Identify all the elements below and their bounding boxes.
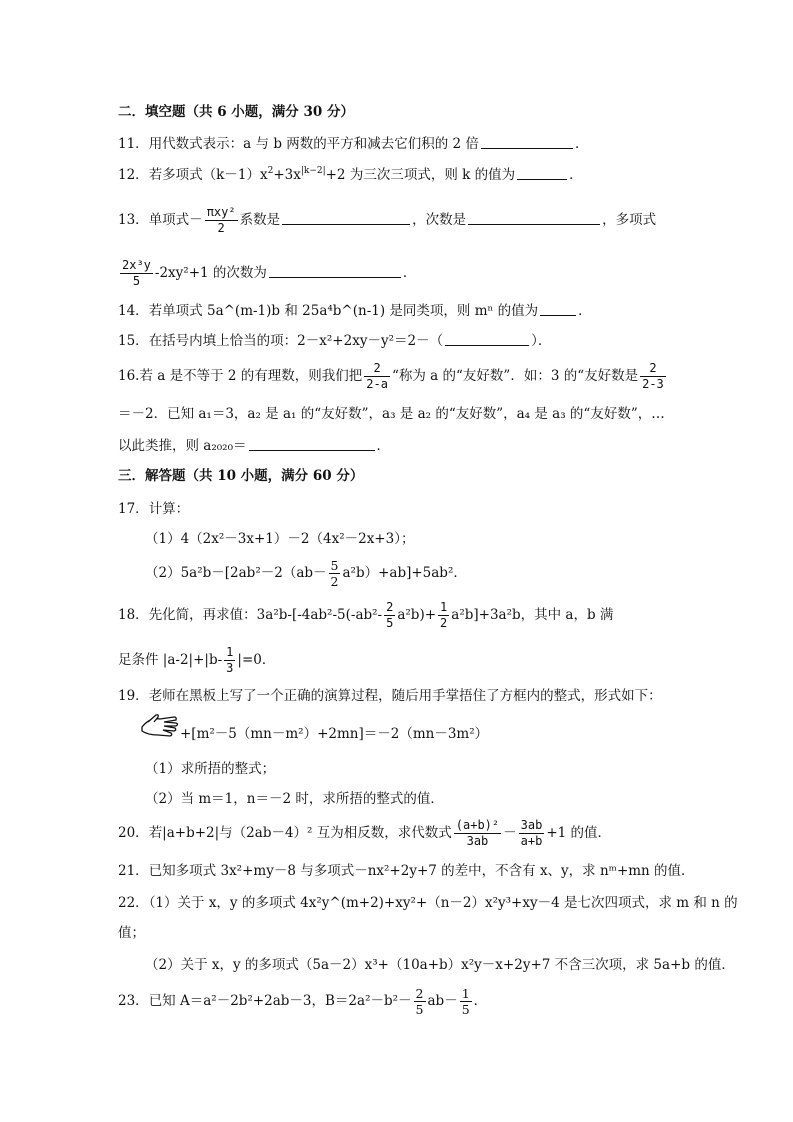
q14-text: 若单项式 5a^(m-1)b 和 25a⁴b^(n-1) 是同类项，则 mⁿ 的值为 bbox=[148, 303, 539, 319]
q19-expr-text: +[m²－5（mn－m²）+2mn]＝－2（mn－3m²） bbox=[180, 726, 489, 742]
section-fill-title: 二．填空题（共 6 小题，满分 30 分） bbox=[118, 104, 354, 120]
question-18-line2 bbox=[118, 642, 275, 678]
q14-answer-blank[interactable] bbox=[540, 303, 576, 316]
q12-answer-blank[interactable] bbox=[517, 167, 567, 180]
q13-poly-degree-blank[interactable] bbox=[269, 265, 401, 278]
q18-line2-post: |=0． bbox=[237, 652, 276, 668]
question-16-line3 bbox=[118, 437, 390, 455]
q23-frac1-den: 5 bbox=[415, 1002, 424, 1017]
q13-end: ． bbox=[402, 265, 417, 281]
question-22 bbox=[118, 894, 738, 912]
q20-frac1-den: 3ab bbox=[466, 834, 489, 848]
question-21 bbox=[118, 862, 695, 880]
q23-fraction-1 bbox=[414, 986, 426, 1017]
q18-pre: 先化简，再求值：3a²b-[-4ab²-5(-ab²- bbox=[148, 607, 383, 623]
q23-pre: 已知 A＝a²－2b²+2ab－3，B＝2a²－b²－ bbox=[148, 993, 412, 1009]
question-12: 12．若多项式$(k-1)x^2+3x^{|k-2|}+2$ 为三次三项式，则 k 的值为 ． bbox=[118, 166, 583, 183]
q16-fraction-1 bbox=[364, 361, 390, 392]
question-13-line2 bbox=[118, 255, 416, 291]
q21-text: 已知多项式 3x²+my－8 与多项式－nx²+2y+7 的差中，不含有 x、y，求 nᵐ+mn 的值． bbox=[148, 863, 695, 879]
q18-frac3-den: 3 bbox=[226, 661, 234, 675]
q11-text: 用代数式表示：a 与 b 两数的平方和减去它们积的 2 倍 bbox=[148, 136, 479, 152]
q18-frac1-den: 5 bbox=[386, 616, 394, 630]
q20-fraction-1 bbox=[454, 818, 501, 849]
q13-coefficient-label: 系数是 bbox=[239, 212, 281, 228]
q16-pre: 若 a 是不等于 2 的有理数，则我们把 bbox=[139, 368, 363, 384]
q15-end: ）． bbox=[531, 333, 552, 349]
q20-post: +1 的值． bbox=[546, 825, 612, 841]
q18-fraction-2 bbox=[438, 600, 449, 631]
q16-frac1-num: 2 bbox=[364, 361, 390, 377]
q20-frac1-num: (a+b)² bbox=[455, 818, 500, 832]
q13-polynomial-label: ，多项式 bbox=[602, 212, 657, 228]
q19-part-1: （1）求所捂的整式； bbox=[145, 761, 276, 777]
q12-pre: 若多项式（k－1）x bbox=[148, 167, 268, 183]
q18-frac1-num: 2 bbox=[386, 600, 394, 614]
q20-mid: － bbox=[503, 825, 517, 841]
q18-frac2-num: 1 bbox=[440, 600, 448, 614]
q23-end: ． bbox=[473, 993, 488, 1009]
q15-number: 15． bbox=[118, 333, 149, 349]
q16-frac2-den: 2-3 bbox=[642, 377, 664, 391]
question-18 bbox=[118, 597, 613, 633]
q12-number: 12． bbox=[118, 167, 149, 183]
q20-fraction-2 bbox=[519, 818, 545, 849]
q13-number: 13． bbox=[118, 212, 149, 228]
q18-number: 18． bbox=[118, 607, 149, 623]
q13-poly-post: -2xy²+1 的次数为 bbox=[154, 265, 267, 281]
q16-answer-blank[interactable] bbox=[249, 438, 375, 451]
q18-mid1: a²b)+ bbox=[397, 607, 437, 623]
q16-end: ． bbox=[376, 438, 390, 454]
q18-fraction-3 bbox=[224, 645, 235, 676]
q12-mid: +3x bbox=[273, 167, 301, 183]
q17-part-1: （1）4（2x²－3x+1）－2（4x²－2x+3）； bbox=[145, 531, 415, 547]
q17-number: 17． bbox=[118, 501, 149, 517]
q13-degree-blank[interactable] bbox=[468, 212, 600, 225]
q13-poly-fraction bbox=[120, 258, 153, 289]
q17-fraction bbox=[329, 558, 341, 589]
q21-number: 21． bbox=[118, 863, 149, 879]
q16-line3-text: 以此类推，则 a₂₀₂₀＝ bbox=[118, 438, 247, 454]
q17-title: 计算： bbox=[148, 501, 190, 517]
q20-number: 20． bbox=[118, 825, 149, 841]
q19-part-2: （2）当 m＝1，n＝－2 时，求所捂的整式的值． bbox=[145, 791, 444, 807]
q23-frac2-den: 5 bbox=[461, 1002, 470, 1017]
q15-answer-blank[interactable] bbox=[445, 333, 529, 346]
q14-number: 14． bbox=[118, 303, 149, 319]
q17-frac-num: 5 bbox=[330, 558, 339, 573]
q20-frac2-num: 3ab bbox=[520, 818, 543, 832]
q16-frac2-num: 2 bbox=[640, 361, 666, 377]
q13-coefficient-blank[interactable] bbox=[282, 212, 410, 225]
hand-icon bbox=[140, 713, 180, 756]
q12-exponent: |k−2| bbox=[300, 166, 326, 176]
q19-number: 19． bbox=[118, 688, 149, 704]
q22-part-1: （1）关于 x，y 的多项式 4x²y^(m+2)+xy²+（n－2）x²y³+xy－4 是七次四项式，求 m 和 n 的 bbox=[148, 895, 738, 911]
q20-pre: 若|a+b+2|与（2ab－4）² 互为相反数，求代数式 bbox=[148, 825, 452, 841]
q16-frac1-den: 2-a bbox=[366, 377, 388, 391]
question-16-line2: ＝－2．已知 a₁＝3，a₂ 是 a₁ 的“友好数”，a₃ 是 a₂ 的“友好数”，a₄ 是 a₃ 的“友好数”，… bbox=[118, 406, 665, 422]
q12-post: +2 为三次三项式，则 k 的值为 bbox=[325, 167, 516, 183]
q19-text: 老师在黑板上写了一个正确的演算过程，随后用手掌捂住了方框内的整式，形式如下： bbox=[148, 688, 662, 704]
q22-number: 22． bbox=[118, 895, 149, 911]
q23-frac1-num: 2 bbox=[415, 986, 424, 1001]
q18-line2-pre: 足条件 |a-2|+|b- bbox=[118, 652, 223, 668]
q17-part-2 bbox=[145, 555, 467, 591]
q16-number: 16. bbox=[118, 368, 140, 384]
q11-answer-blank[interactable] bbox=[481, 136, 573, 149]
question-23 bbox=[118, 983, 487, 1019]
q18-mid2: a²b]+3a²b，其中 a，b 满 bbox=[451, 607, 614, 623]
question-15 bbox=[118, 332, 551, 350]
q23-fraction-2 bbox=[460, 986, 472, 1017]
q13-poly-den: 5 bbox=[132, 274, 141, 288]
question-20 bbox=[118, 815, 611, 851]
question-17 bbox=[118, 500, 189, 518]
q16-mid: “称为 a 的“友好数”．如：3 的“友好数是 bbox=[391, 368, 639, 384]
q11-number: 11． bbox=[118, 136, 149, 152]
q18-fraction-1 bbox=[384, 600, 395, 631]
question-16 bbox=[118, 358, 668, 394]
q22-part-2: （2）关于 x，y 的多项式（5a－2）x³+（10a+b）x²y－x+2y+7 不含三次项，求 5a+b 的值． bbox=[145, 957, 735, 973]
section-answer-title: 三．解答题（共 10 小题，满分 60 分） bbox=[118, 468, 364, 484]
question-14 bbox=[118, 302, 592, 320]
q23-frac2-num: 1 bbox=[461, 986, 470, 1001]
q18-frac3-num: 1 bbox=[226, 645, 234, 659]
question-13 bbox=[118, 202, 656, 238]
q13-pre: 单项式－ bbox=[148, 212, 203, 228]
question-19 bbox=[118, 687, 662, 705]
q16-fraction-2 bbox=[640, 361, 666, 392]
question-11 bbox=[118, 135, 588, 153]
q23-number: 23． bbox=[118, 993, 149, 1009]
q17-frac-den: 2 bbox=[330, 574, 339, 589]
q13-degree-label: ，次数是 bbox=[412, 212, 467, 228]
q22-part-1-cont: 值； bbox=[118, 925, 145, 941]
q18-frac2-den: 2 bbox=[440, 616, 448, 630]
q17-p2-pre: （2）5a²b－[2ab²－2（ab－ bbox=[145, 565, 327, 581]
q20-frac2-den: a+b bbox=[520, 834, 543, 848]
q13-frac-num: πxy² bbox=[206, 205, 236, 219]
q17-p2-post: a²b）+ab]+5ab²． bbox=[342, 565, 467, 581]
q12-end: ． bbox=[569, 167, 583, 183]
q13-fraction bbox=[205, 205, 238, 236]
q13-poly-num: 2x³y bbox=[122, 258, 151, 272]
q19-expression bbox=[140, 713, 488, 756]
q15-text: 在括号内填上恰当的项：2－x²+2xy－y²＝2－（ bbox=[148, 333, 444, 349]
q11-end: ． bbox=[574, 136, 589, 152]
q13-frac-den: 2 bbox=[217, 221, 225, 235]
q23-mid: ab－ bbox=[427, 993, 458, 1009]
q14-end: ． bbox=[578, 303, 592, 319]
